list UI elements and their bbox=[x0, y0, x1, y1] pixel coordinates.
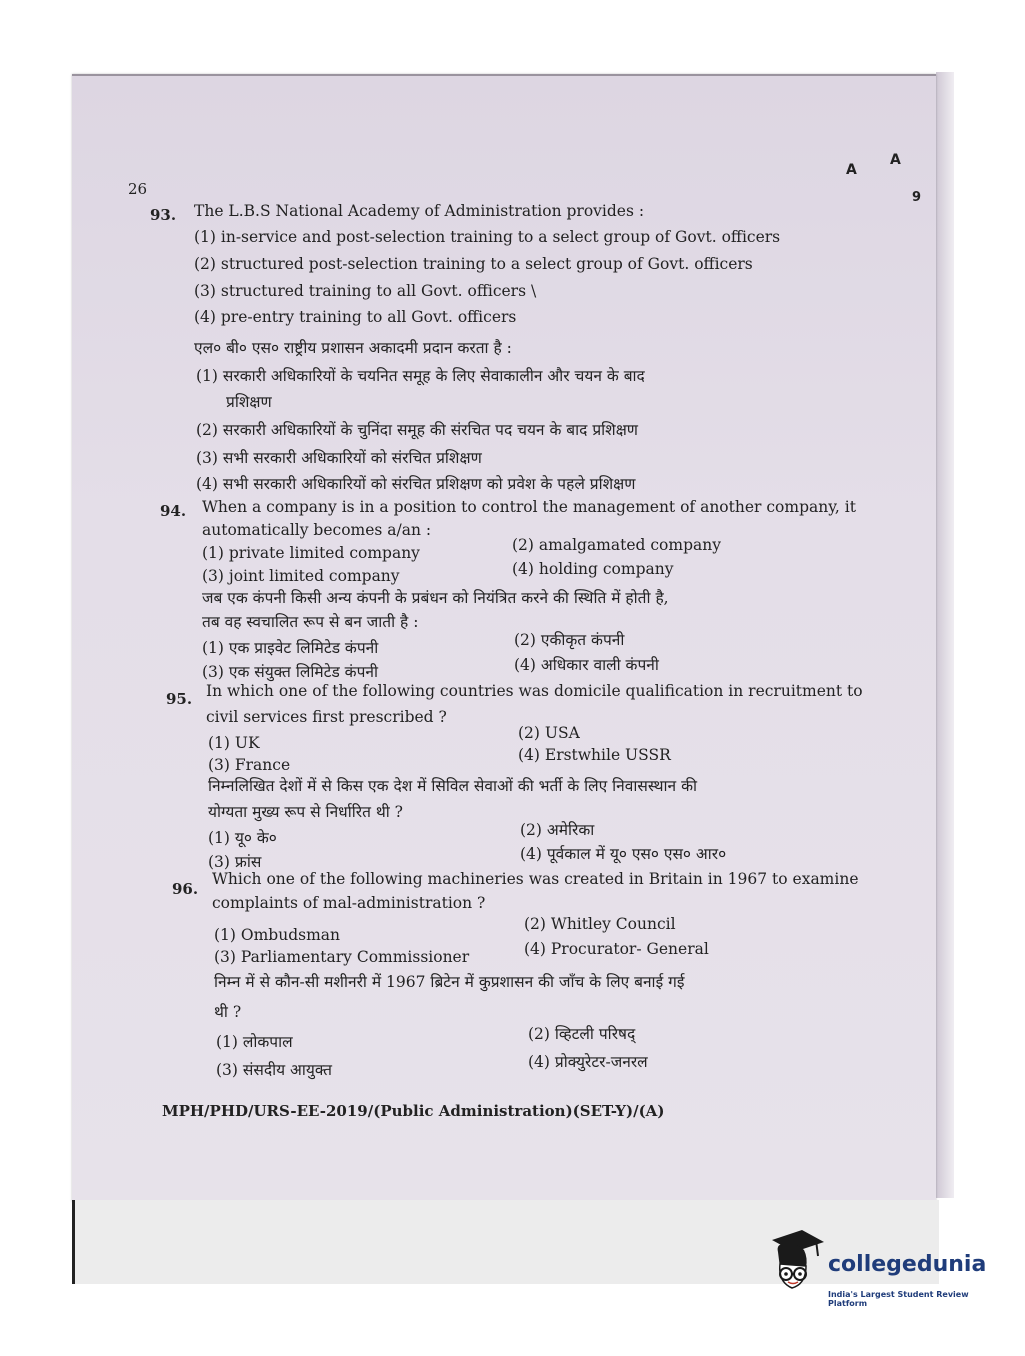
option-text-hindi: (4) पूर्वकाल में यू० एस० एस० आर० bbox=[520, 845, 727, 863]
option-text-hindi: (2) एकीकृत कंपनी bbox=[514, 631, 625, 649]
option-text-hindi: (4) अधिकार वाली कंपनी bbox=[514, 656, 659, 674]
option-text-hindi: (3) फ्रांस bbox=[208, 853, 262, 871]
option-text: (4) pre-entry training to all Govt. officers bbox=[194, 308, 517, 326]
option-text: (2) USA bbox=[518, 724, 580, 742]
option-text-hindi: (2) व्हिटली परिषद् bbox=[528, 1025, 636, 1043]
option-text: (1) UK bbox=[208, 734, 260, 752]
question-text-hindi: थी ? bbox=[214, 1003, 242, 1021]
paper-code-footer: MPH/PHD/URS-EE-2019/(Public Administration)(SET-Y)/(A) bbox=[162, 1102, 665, 1120]
option-text: (1) in-service and post-selection training to a select group of Govt. officers bbox=[194, 228, 781, 246]
option-text: (3) France bbox=[208, 756, 291, 774]
option-text-hindi: (2) सरकारी अधिकारियों के चुनिंदा समूह की संरचित पद चयन के बाद प्रशिक्षण bbox=[196, 421, 639, 439]
question-number: 93. bbox=[150, 206, 177, 224]
question-number: 95. bbox=[166, 690, 193, 708]
option-text-hindi: प्रशिक्षण bbox=[226, 393, 272, 411]
question-text-hindi: योग्यता मुख्य रूप से निर्धारित थी ? bbox=[208, 803, 403, 821]
option-text: (1) Ombudsman bbox=[214, 926, 340, 944]
option-text-hindi: (1) सरकारी अधिकारियों के चयनित समूह के लिए सेवाकालीन और चयन के बाद bbox=[196, 367, 645, 385]
option-text: (4) Procurator- General bbox=[524, 940, 709, 958]
graduate-mascot-icon bbox=[768, 1222, 826, 1312]
option-text-hindi: (4) सभी सरकारी अधिकारियों को संरचित प्रशिक्षण को प्रवेश के पहले प्रशिक्षण bbox=[196, 475, 636, 493]
question-text-hindi: एल० बी० एस० राष्ट्रीय प्रशासन अकादमी प्रदान करता है : bbox=[194, 339, 512, 357]
option-text-hindi: (3) सभी सरकारी अधिकारियों को संरचित प्रशिक्षण bbox=[196, 449, 482, 467]
option-text-hindi: (1) लोकपाल bbox=[216, 1033, 293, 1051]
option-text-hindi: (3) संसदीय आयुक्त bbox=[216, 1061, 332, 1079]
option-text-hindi: (1) एक प्राइवेट लिमिटेड कंपनी bbox=[202, 639, 379, 657]
option-text: (4) holding company bbox=[512, 560, 674, 578]
option-text: (3) joint limited company bbox=[202, 567, 400, 585]
question-text: Which one of the following machineries was created in Britain in 1967 to examine bbox=[212, 870, 859, 888]
option-text-hindi: (4) प्रोक्युरेटर-जनरल bbox=[528, 1053, 648, 1071]
set-label: A bbox=[846, 162, 857, 178]
option-text: (3) structured training to all Govt. officers \ bbox=[194, 282, 537, 300]
option-text: (2) Whitley Council bbox=[524, 915, 676, 933]
option-text-hindi: (3) एक संयुक्त लिमिटेड कंपनी bbox=[202, 663, 378, 681]
question-number: 96. bbox=[172, 880, 199, 898]
page-edge bbox=[936, 72, 954, 1198]
question-text: automatically becomes a/an : bbox=[202, 521, 432, 539]
option-text-hindi: (2) अमेरिका bbox=[520, 821, 595, 839]
question-text: When a company is in a position to control the management of another company, it bbox=[202, 498, 856, 516]
collegedunia-logo bbox=[768, 1222, 998, 1318]
page-number: 26 bbox=[128, 180, 148, 198]
option-text: (2) structured post-selection training to a select group of Govt. officers bbox=[194, 255, 753, 273]
logo-tagline: India's Largest Student Review Platform bbox=[828, 1290, 969, 1308]
option-text-hindi: (1) यू० के० bbox=[208, 829, 277, 847]
question-text: The L.B.S National Academy of Administration provides : bbox=[194, 202, 645, 220]
question-text: In which one of the following countries was domicile qualification in recruitment to bbox=[206, 682, 863, 700]
question-number: 94. bbox=[160, 502, 187, 520]
question-text-hindi: निम्नलिखित देशों में से किस एक देश में सिविल सेवाओं की भर्ती के लिए निवासस्थान की bbox=[208, 777, 697, 795]
set-label: A bbox=[890, 152, 901, 168]
question-text: civil services first prescribed ? bbox=[206, 708, 447, 726]
side-page-number: 9 bbox=[912, 190, 922, 205]
option-text: (2) amalgamated company bbox=[512, 536, 721, 554]
option-text: (3) Parliamentary Commissioner bbox=[214, 948, 470, 966]
question-text-hindi: निम्न में से कौन-सी मशीनरी में 1967 ब्रिटेन में कुप्रशासन की जाँच के लिए बनाई गई bbox=[214, 973, 685, 991]
question-text-hindi: तब वह स्वचालित रूप से बन जाती है : bbox=[202, 613, 419, 631]
question-text: complaints of mal-administration ? bbox=[212, 894, 486, 912]
logo-wordmark: collegedunia bbox=[828, 1252, 987, 1277]
question-text-hindi: जब एक कंपनी किसी अन्य कंपनी के प्रबंधन को नियंत्रित करने की स्थिति में होती है, bbox=[202, 589, 669, 607]
option-text: (4) Erstwhile USSR bbox=[518, 746, 671, 764]
option-text: (1) private limited company bbox=[202, 544, 420, 562]
